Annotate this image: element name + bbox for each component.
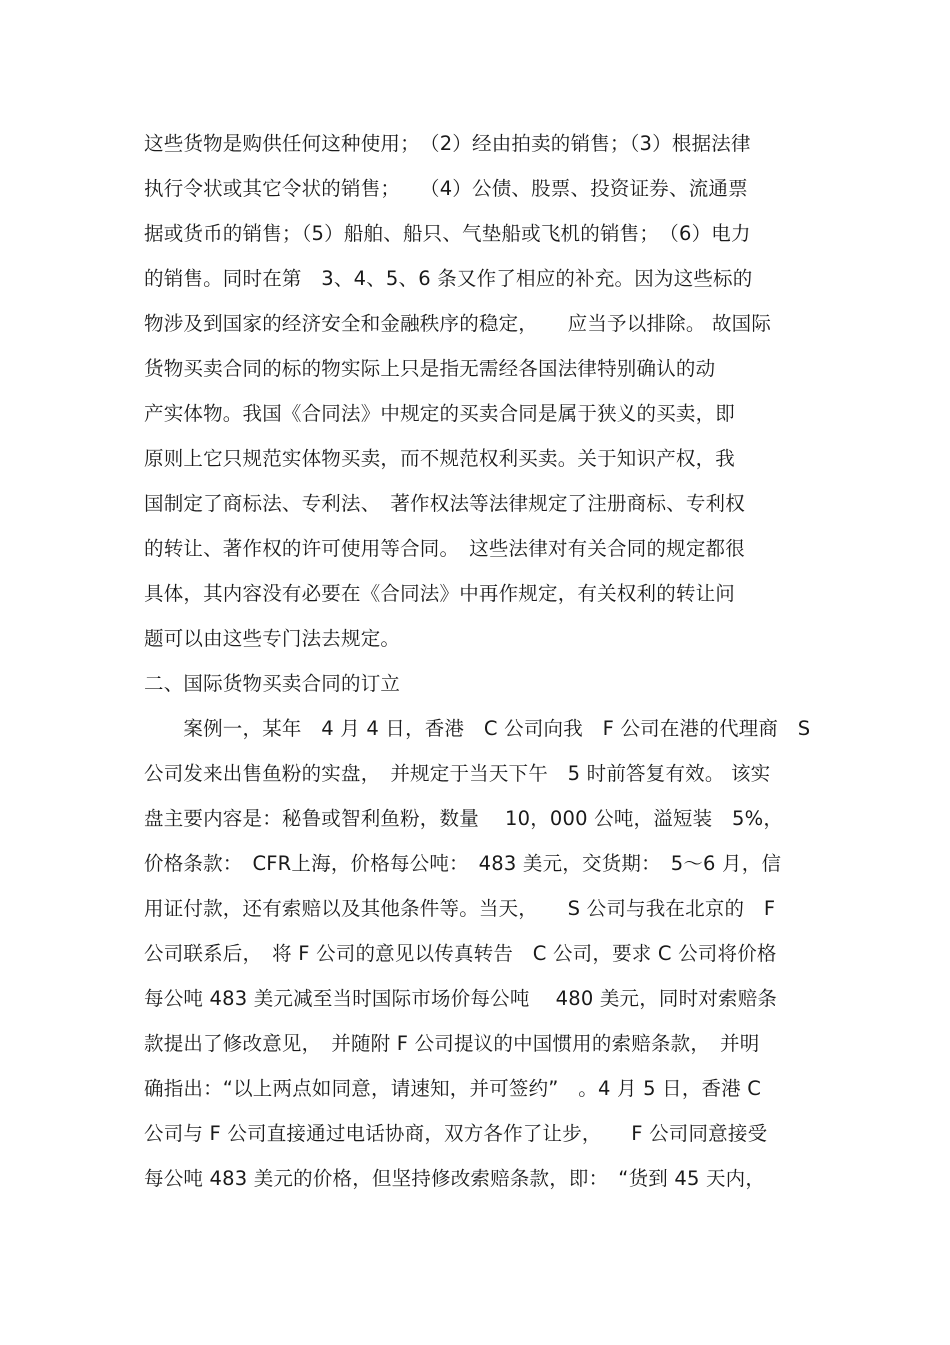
body-line-4: 的销售。同时在第 3、4、5、6 条又作了相应的补充。因为这些标的 xyxy=(144,267,753,290)
body-line-10: 的转让、著作权的许可使用等合同。 这些法律对有关合同的规定都很 xyxy=(144,537,745,560)
body-line-5: 物涉及到国家的经济安全和金融秩序的稳定， 应当予以排除。 故国际 xyxy=(144,312,772,335)
body-line-1: 这些货物是购供任何这种使用； （2）经由拍卖的销售；（3）根据法律 xyxy=(144,132,751,155)
body-line-12: 题可以由这些专门法去规定。 xyxy=(144,627,401,650)
body-line-23: 公司与 F 公司直接通过电话协商，双方各作了让步， F 公司同意接受 xyxy=(144,1122,768,1145)
body-line-24: 每公吨 483 美元的价格，但坚持修改索赔条款，即： “货到 45 天内， xyxy=(144,1167,766,1190)
section-heading: 二、国际货物买卖合同的订立 xyxy=(144,672,401,695)
body-line-19: 公司联系后， 将 F 公司的意见以传真转告 C 公司，要求 C 公司将价格 xyxy=(144,942,777,965)
body-line-3: 据或货币的销售；（5）船舶、船只、气垫船或飞机的销售； （6）电力 xyxy=(144,222,751,245)
body-line-8: 原则上它只规范实体物买卖，而不规范权利买卖。关于知识产权，我 xyxy=(144,447,736,470)
body-line-17: 价格条款： CFR上海，价格每公吨： 483 美元，交货期： 5～6 月，信 xyxy=(144,852,782,875)
body-line-20: 每公吨 483 美元减至当时国际市场价每公吨 480 美元，同时对索赔条 xyxy=(144,987,778,1010)
body-line-21: 款提出了修改意见， 并随附 F 公司提议的中国惯用的索赔条款， 并明 xyxy=(144,1032,760,1055)
body-line-7: 产实体物。我国《合同法》中规定的买卖合同是属于狭义的买卖，即 xyxy=(144,402,736,425)
body-line-22: 确指出：“以上两点如同意，请速知，并可签约” 。4 月 5 日，香港 C xyxy=(144,1077,762,1100)
body-line-18: 用证付款，还有索赔以及其他条件等。当天， S 公司与我在北京的 F xyxy=(144,897,776,920)
body-line-16: 盘主要内容是：秘鲁或智利鱼粉，数量 10，000 公吨，溢短装 5%， xyxy=(144,807,784,830)
body-line-11: 具体，其内容没有必要在《合同法》中再作规定，有关权利的转让问 xyxy=(144,582,736,605)
body-line-15: 公司发来出售鱼粉的实盘， 并规定于当天下午 5 时前答复有效。 该实 xyxy=(144,762,771,785)
body-line-2: 执行令状或其它令状的销售； （4）公债、股票、投资证券、流通票 xyxy=(144,177,748,200)
body-line-9: 国制定了商标法、专利法、 著作权法等法律规定了注册商标、专利权 xyxy=(144,492,745,515)
body-line-6: 货物买卖合同的标的物实际上只是指无需经各国法律特别确认的动 xyxy=(144,357,716,380)
body-line-14: 案例一，某年 4 月 4 日，香港 C 公司向我 F 公司在港的代理商 S xyxy=(144,717,811,740)
